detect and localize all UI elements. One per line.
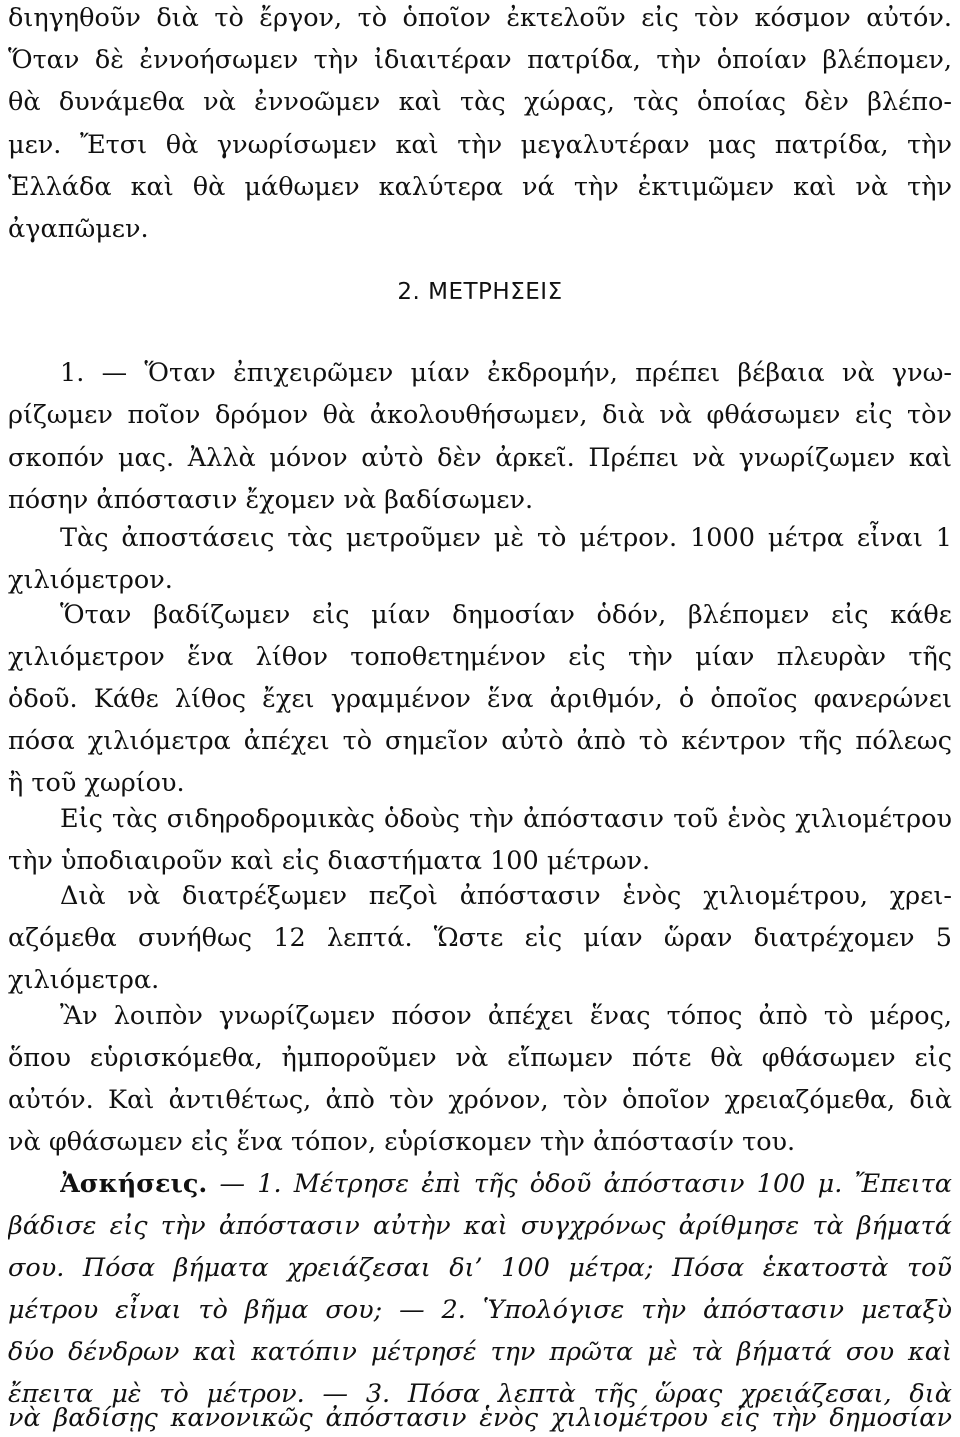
section-heading: 2. ΜΕΤΡΗΣΕΙΣ [397, 279, 563, 305]
text-line: πόσα χιλιόμετρα ἀπέχει τὸ σημεῖον αὐτὸ ἀπὸ τὸ κέντρον τῆς πόλεως [8, 726, 952, 756]
text-line: νὰ φθάσωμεν εἰς ἕνα τόπον, εὑρίσκομεν τὴν ἀπόστασίν του. [8, 1127, 796, 1157]
text-line: πόσην ἀπόστασιν ἔχομεν νὰ βαδίσωμεν. [8, 485, 534, 515]
text-line: χιλιόμετρον. [8, 565, 173, 595]
exercise-line: ἔπειτα μὲ τὸ μέτρον. — 3. Πόσα λεπτὰ τῆς ὥρας χρειάζεσαι, διὰ [8, 1379, 952, 1409]
text-line: ὁδοῦ. Κάθε λίθος ἔχει γραμμένον ἕνα ἀριθμόν, ὁ ὁποῖος φανερώνει [8, 684, 952, 714]
text-line: Ἑλλάδα καὶ θὰ μάθωμεν καλύτερα νά τὴν ἐκτιμῶμεν καὶ νὰ τὴν [8, 172, 952, 202]
text-line: Εἰς τὰς σιδηροδρομικὰς ὁδοὺς τὴν ἀπόστασιν τοῦ ἑνὸς χιλιομέτρου [60, 804, 952, 834]
text-line: Ὅταν δὲ ἐννοήσωμεν τὴν ἰδιαιτέραν πατρίδα, τὴν ὁποίαν βλέπομεν, [8, 45, 952, 75]
exercise-line: μέτρου εἶναι τὸ βῆμα σου; — 2. Ὑπολόγισε τὴν ἀπόστασιν μεταξὺ [8, 1295, 952, 1325]
text-line: ἀγαπῶμεν. [8, 214, 149, 244]
exercise-line: σου. Πόσα βήματα χρειάζεσαι δι’ 100 μέτρα; Πόσα ἑκατοστὰ τοῦ [8, 1253, 952, 1283]
text-line: θὰ δυνάμεθα νὰ ἐννοῶμεν καὶ τὰς χώρας, τὰς ὁποίας δὲν βλέπο- [8, 87, 952, 117]
text-line: μεν. Ἔτσι θὰ γνωρίσωμεν καὶ τὴν μεγαλυτέραν μας πατρίδα, τὴν [8, 130, 952, 160]
text-line: Ὅταν βαδίζωμεν εἰς μίαν δημοσίαν ὁδόν, βλέπομεν εἰς κάθε [60, 600, 952, 630]
exercise-text: — 1. Μέτρησε ἐπὶ τῆς ὁδοῦ ἀπόστασιν 100 μ. Ἔπειτα [219, 1169, 952, 1199]
book-page [8, 0, 952, 1437]
text-line: διηγηθοῦν διὰ τὸ ἔργον, τὸ ὁποῖον ἐκτελοῦν εἰς τὸν κόσμον αὐτόν. [8, 3, 952, 33]
text-line: αζόμεθα συνήθως 12 λεπτά. Ὥστε εἰς μίαν ὥραν διατρέχομεν 5 [8, 923, 952, 953]
text-line: αὐτόν. Καὶ ἀντιθέτως, ἀπὸ τὸν χρόνον, τὸν ὁποῖον χρειαζόμεθα, διὰ [8, 1085, 952, 1115]
exercise-line: δύο δένδρων καὶ κατόπιν μέτρησέ την πρῶτα μὲ τὰ βήματά σου καὶ [8, 1337, 952, 1367]
text-line: ἢ τοῦ χωρίου. [8, 768, 185, 798]
text-line: ὅπου εὑρισκόμεθα, ἠμποροῦμεν νὰ εἴπωμεν πότε θὰ φθάσωμεν εἰς [8, 1043, 952, 1073]
exercise-line: βάδισε εἰς τὴν ἀπόστασιν αὐτὴν καὶ συγχρόνως ἀρίθμησε τὰ βήματά [8, 1211, 952, 1241]
exercise-line: νὰ βαδίσῃς κανονικῶς ἀπόστασιν ἑνὸς χιλιομέτρου εἰς τὴν δημοσίαν [8, 1403, 952, 1433]
text-line: σκοπόν μας. Ἀλλὰ μόνον αὐτὸ δὲν ἀρκεῖ. Πρέπει νὰ γνωρίζωμεν καὶ [8, 443, 952, 473]
text-line: χιλιόμετρα. [8, 965, 160, 995]
exercises-label: Ἀσκήσεις. [60, 1169, 208, 1199]
text-line: Τὰς ἀποστάσεις τὰς μετροῦμεν μὲ τὸ μέτρον. 1000 μέτρα εἶναι 1 [60, 523, 952, 553]
text-line: χιλιόμετρον ἕνα λίθον τοποθετημένον εἰς τὴν μίαν πλευρὰν τῆς [8, 642, 952, 672]
text-line: 1. — Ὅταν ἐπιχειρῶμεν μίαν ἐκδρομήν, πρέπει βέβαια νὰ γνω- [60, 358, 952, 388]
text-line: Ἂν λοιπὸν γνωρίζωμεν πόσον ἀπέχει ἕνας τόπος ἀπὸ τὸ μέρος, [60, 1001, 952, 1031]
exercises-line [60, 1166, 952, 1206]
text-line: ρίζωμεν ποῖον δρόμον θὰ ἀκολουθήσωμεν, διὰ νὰ φθάσωμεν εἰς τὸν [8, 400, 952, 430]
text-line: Διὰ νὰ διατρέξωμεν πεζοὶ ἀπόστασιν ἑνὸς χιλιομέτρου, χρει- [60, 881, 952, 911]
text-line: τὴν ὑποδιαιροῦν καὶ εἰς διαστήματα 100 μέτρων. [8, 846, 651, 876]
